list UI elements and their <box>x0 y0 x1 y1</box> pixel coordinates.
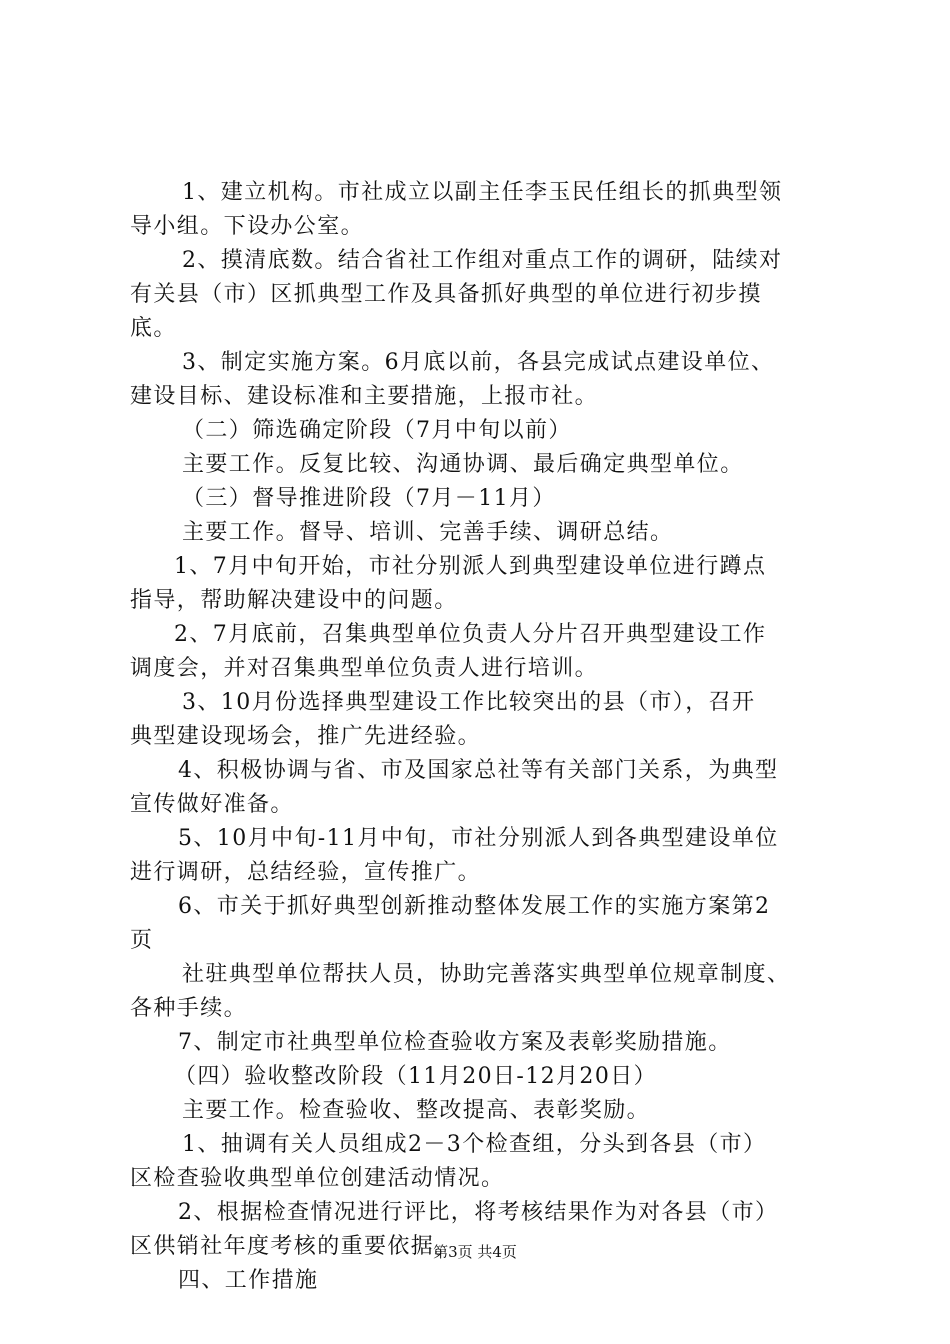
text-line: 宣传做好准备。 <box>130 792 294 817</box>
text-line: 5、10月中旬-11月中旬，市社分别派人到各典型建设单位 <box>178 826 779 851</box>
text-line: （四）验收整改阶段（11月20日-12月20日） <box>174 1064 658 1089</box>
text-line: 建设目标、建设标准和主要措施，上报市社。 <box>130 384 599 409</box>
text-line: 导小组。下设办公室。 <box>130 214 365 239</box>
text-line: 3、制定实施方案。6月底以前，各县完成试点建设单位、 <box>182 350 775 375</box>
text-line: 进行调研，总结经验，宣传推广。 <box>130 860 482 885</box>
text-line: 指导，帮助解决建设中的问题。 <box>130 588 458 613</box>
text-line: 有关县（市）区抓典型工作及具备抓好典型的单位进行初步摸 <box>130 282 762 307</box>
text-line: 3、10月份选择典型建设工作比较突出的县（市），召开 <box>182 690 756 715</box>
text-line: 6、市关于抓好典型创新推动整体发展工作的实施方案第2 <box>178 894 771 919</box>
text-line: 典型建设现场会，推广先进经验。 <box>130 724 482 749</box>
text-line: 主要工作。督导、培训、完善手续、调研总结。 <box>182 520 674 545</box>
text-line: 页 <box>130 928 154 953</box>
text-line: 各种手续。 <box>130 996 248 1021</box>
text-line: 2、7月底前，召集典型单位负责人分片召开典型建设工作 <box>174 622 767 647</box>
text-line: 1、抽调有关人员组成2－3个检查组，分头到各县（市） <box>182 1132 767 1157</box>
text-line: 调度会，并对召集典型单位负责人进行培训。 <box>130 656 599 681</box>
text-line: 区供销社年度考核的重要依据。 <box>130 1234 458 1259</box>
text-line: 底。 <box>130 316 177 341</box>
text-line: 区检查验收典型单位创建活动情况。 <box>130 1166 505 1191</box>
text-line: 社驻典型单位帮扶人员，协助完善落实典型单位规章制度、 <box>182 962 791 987</box>
text-line: （三）督导推进阶段（7月－11月） <box>182 486 556 511</box>
page-footer: 第3页 共4页 <box>433 1243 517 1261</box>
text-line: 1、7月中旬开始，市社分别派人到典型建设单位进行蹲点 <box>174 554 767 579</box>
text-line: 7、制定市社典型单位检查验收方案及表彰奖励措施。 <box>178 1030 732 1055</box>
text-line: 4、积极协调与省、市及国家总社等有关部门关系，为典型 <box>178 758 779 783</box>
text-line: 1、建立机构。市社成立以副主任李玉民任组长的抓典型领 <box>182 180 783 205</box>
text-line: 2、摸清底数。结合省社工作组对重点工作的调研，陆续对 <box>182 248 783 273</box>
text-line: 四、工作措施 <box>178 1268 319 1293</box>
text-line: 主要工作。反复比较、沟通协调、最后确定典型单位。 <box>182 452 744 477</box>
text-line: 2、根据检查情况进行评比，将考核结果作为对各县（市） <box>178 1200 779 1225</box>
text-line: （二）筛选确定阶段（7月中旬以前） <box>182 418 572 443</box>
document-body <box>130 176 850 1298</box>
text-line: 主要工作。检查验收、整改提高、表彰奖励。 <box>182 1098 651 1123</box>
